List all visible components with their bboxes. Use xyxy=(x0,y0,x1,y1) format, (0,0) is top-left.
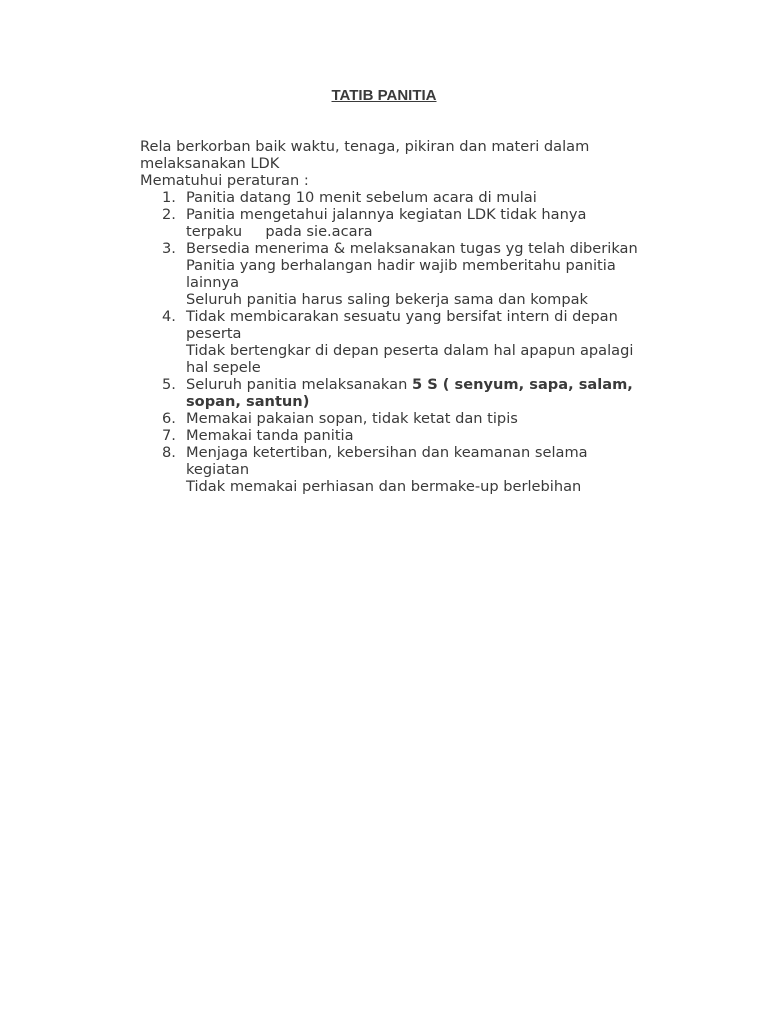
rule-number: 2. xyxy=(162,206,176,223)
rule-text: kegiatan xyxy=(186,461,250,478)
rule-text: Panitia mengetahui jalannya kegiatan LDK tidak hanya xyxy=(186,206,587,223)
rule-text: Panitia datang 10 menit sebelum acara di mulai xyxy=(186,189,537,206)
rule-text: Memakai tanda panitia xyxy=(186,427,354,444)
rule-item xyxy=(140,427,680,444)
rule-item xyxy=(140,189,680,206)
rule-item xyxy=(140,308,680,376)
rule-number: 5. xyxy=(162,376,176,393)
rule-number: 7. xyxy=(162,427,176,444)
document-title: TATIB PANITIA xyxy=(331,87,437,104)
rule-text: Bersedia menerima & melaksanakan tugas yg telah diberikan xyxy=(186,240,638,257)
rule-text: terpaku pada sie.acara xyxy=(186,223,373,240)
rule-item xyxy=(140,206,680,240)
rule-number: 8. xyxy=(162,444,176,461)
rule-number: 3. xyxy=(162,240,176,257)
rule-text: Tidak bertengkar di depan peserta dalam hal apapun apalagi xyxy=(186,342,634,359)
rule-text-lead: Seluruh panitia melaksanakan xyxy=(186,376,412,393)
rule-text-bold: 5 S ( senyum, sapa, salam, xyxy=(411,376,633,393)
rule-text: Tidak memakai perhiasan dan bermake-up berlebihan xyxy=(186,478,582,495)
rule-text: Memakai pakaian sopan, tidak ketat dan tipis xyxy=(186,410,518,427)
rule-text: Menjaga ketertiban, kebersihan dan keamanan selama xyxy=(186,444,588,461)
rule-item xyxy=(140,376,680,410)
rule-text: hal sepele xyxy=(186,359,261,376)
rule-text: Seluruh panitia harus saling bekerja sama dan kompak xyxy=(186,291,589,308)
intro-line: Rela berkorban baik waktu, tenaga, pikiran dan materi dalam xyxy=(140,138,590,155)
rules-list xyxy=(140,189,680,495)
rule-text xyxy=(186,393,680,410)
rule-item xyxy=(140,444,680,495)
rule-text: Tidak membicarakan sesuatu yang bersifat intern di depan xyxy=(186,308,618,325)
rule-text: lainnya xyxy=(186,274,240,291)
rule-text xyxy=(186,376,680,393)
intro-line: melaksanakan LDK xyxy=(140,155,280,172)
rule-text-bold: sopan, santun) xyxy=(186,393,310,410)
rule-item xyxy=(140,410,680,427)
intro-line: Mematuhui peraturan : xyxy=(140,172,309,189)
document-body xyxy=(140,138,680,495)
rule-text: Panitia yang berhalangan hadir wajib memberitahu panitia xyxy=(186,257,616,274)
rule-text: peserta xyxy=(186,325,242,342)
rule-number: 6. xyxy=(162,410,176,427)
rule-number: 1. xyxy=(162,189,176,206)
rule-item xyxy=(140,240,680,308)
rule-number: 4. xyxy=(162,308,176,325)
